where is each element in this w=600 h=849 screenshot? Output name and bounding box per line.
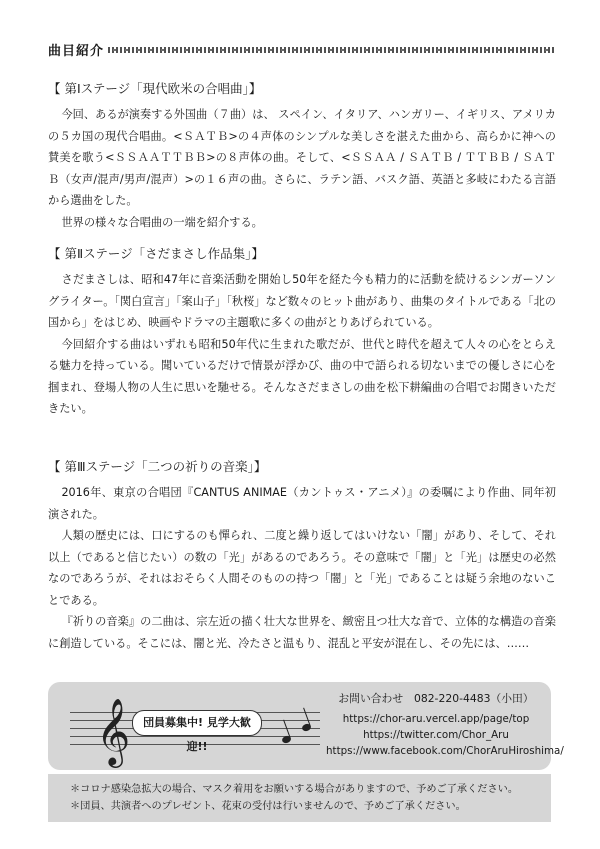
stage-3-paragraph: 2016年、東京の合唱団『CANTUS ANIMAE（カントゥス・アニメ）』の委嘱により作曲、同年初演された。 <box>48 486 556 521</box>
recruitment-banner: 団員募集中! 見学大歓迎!! <box>132 710 262 736</box>
stage-3-paragraph: 人類の歴史には、口にするのも憚られ、二度と繰り返してはいけない「闇」があり、そして、それ以上（であると信じたい）の数の「光」があるのであろう。その意味で「闇」と「光」は歴史の必然なのであろうが、それはおそらく人間そのものの持つ「闇」と「光」であることは疑う余地のないことである。 <box>48 529 556 607</box>
contact-box <box>48 682 564 770</box>
stage-1-title: 【 第Ⅰステージ「現代欧米の合唱曲」】 <box>48 81 262 96</box>
stage-1-paragraph: 今回、あるが演奏する外国曲（７曲）は、 スペイン、イタリア、ハンガリー、イギリス、アメリカの５カ国の現代合唱曲。<ＳＡＴＢ>の４声体のシンプルな美しさを湛えた曲から、高らかに神への賛美を歌う<ＳＳＡＡＴＴＢＢ>の８声体の曲。そして、<ＳＳＡＡ / ＳＡＴＢ / ＴＴＢＢ / ＳＡＴＢ（女声/混声/男声/混声）>の１６声の曲。さらに、ラテン語、バスク語、英語と多岐にわたる言語から選曲をした。 <box>48 108 556 207</box>
stage-2-title: 【 第Ⅱステージ「さだまさし作品集」】 <box>48 246 264 261</box>
note-item: ＊コロナ感染急拡大の場合、マスク着用をお願いする場合がありますので、予めご了承ください。 <box>70 784 519 795</box>
facebook-link[interactable]: https://www.facebook.com/ChorAruHiroshima/ <box>326 745 564 757</box>
page-title: 曲目紹介 <box>48 44 105 59</box>
stage-2-paragraph: さだまさしは、昭和47年に音楽活動を開始し50年を経た今も精力的に活動を続けるシンガーソングライター。「関白宣言」「案山子」「秋桜」など数々のヒット曲があり、曲集のタイトルである「北の国から」をはじめ、映画やドラマの主題歌に多くの曲がとりあげられている。 <box>48 273 556 329</box>
contact-phone: お問い合わせ 082-220-4483（小田） <box>338 692 534 705</box>
stage-2-section <box>48 244 556 420</box>
stage-3-title: 【 第Ⅲステージ「二つの祈りの音楽」】 <box>48 459 267 474</box>
music-note-icon <box>281 735 292 745</box>
website-link[interactable]: https://chor-aru.vercel.app/page/top <box>342 713 530 725</box>
stage-2-paragraph: 今回紹介する曲はいずれも昭和50年代に生まれた歌だが、世代と時代を超えて人々の心をとらえる魅力を持っている。聞いているだけで情景が浮かび、曲の中で語られる切ないまでの優しさに心を掴まれ、登場人物の人生に思いを馳せる。そんなさだまさしの曲を松下耕編曲の合唱でお聞きいただきたい。 <box>48 337 556 415</box>
twitter-link[interactable]: https://twitter.com/Chor_Aru <box>363 729 509 741</box>
page-header <box>48 40 556 60</box>
stage-1-section <box>48 79 556 233</box>
treble-clef-icon: 𝄞 <box>96 697 131 765</box>
decorative-rule <box>108 47 556 53</box>
notes-box <box>48 774 551 822</box>
stage-1-paragraph: 世界の様々な合唱曲の一端を紹介する。 <box>61 215 263 229</box>
note-item: ＊団員、共演者へのプレゼント、花束の受付は行いませんので、予めご了承ください。 <box>70 801 466 812</box>
contact-info <box>326 691 564 759</box>
stage-3-section <box>48 457 556 654</box>
music-note-icon <box>301 723 312 733</box>
stage-3-paragraph: 『祈りの音楽』の二曲は、宗左近の描く壮大な世界を、緻密且つ壮大な音で、立体的な構造の音楽に創造している。そこには、闇と光、冷たさと温もり、混乱と平安が混在し、その先には、‥‥‥ <box>48 615 556 650</box>
